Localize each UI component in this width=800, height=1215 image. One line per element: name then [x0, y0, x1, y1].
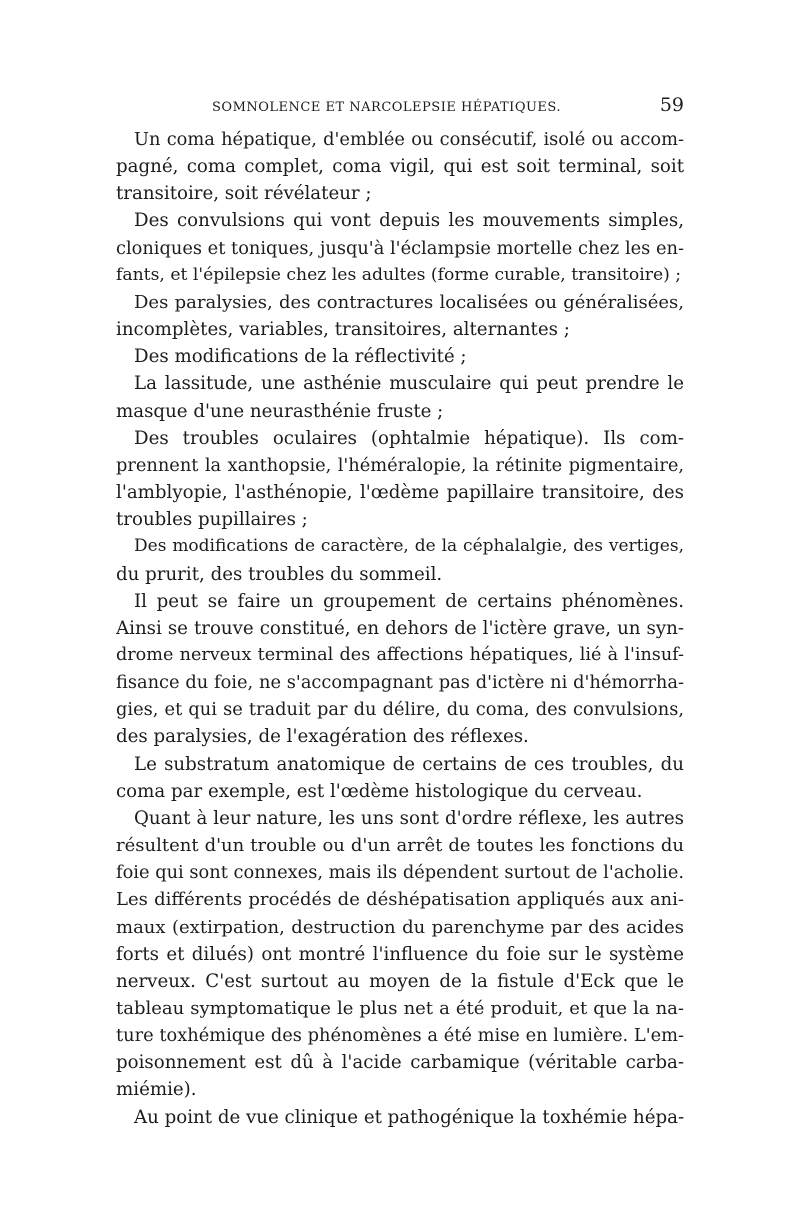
text-line: troubles pupillaires ; [116, 509, 308, 531]
running-title: SOMNOLENCE ET NARCOLEPSIE HÉPATIQUES. [212, 100, 561, 115]
paragraph [116, 370, 684, 424]
text-line: gies, et qui se traduit par du délire, du coma, des convulsions, [116, 699, 684, 721]
text-line: Ainsi se trouve constitué, en dehors de l'ictère grave, un syn- [116, 617, 684, 639]
text-line: des paralysies, de l'exagération des réflexes. [116, 726, 529, 748]
text-line: Des paralysies, des contractures localisées ou généralisées, [134, 291, 684, 313]
paragraph [116, 588, 684, 751]
paragraph [116, 425, 684, 534]
text-line: pagné, coma complet, coma vigil, qui est soit terminal, soit [116, 156, 684, 178]
paragraph [116, 805, 684, 1104]
text-line: prennent la xanthopsie, l'héméralopie, la rétinite pigmentaire, [116, 454, 684, 476]
text-line: cloniques et toniques, jusqu'à l'éclampsie mortelle chez les en- [116, 237, 684, 259]
text-line: Un coma hépatique, d'emblée ou consécutif, isolé ou accom- [134, 129, 684, 150]
text-line: fants, et l'épilepsie chez les adultes (forme curable, transitoire) ; [116, 264, 682, 285]
text-line: maux (extirpation, destruction du parenchyme par des acides [116, 916, 684, 938]
paragraph [116, 207, 684, 288]
running-head [116, 94, 684, 126]
paragraph [116, 343, 684, 370]
text-line: forts et dilués) ont montré l'influence du foie sur le système [116, 943, 684, 965]
text-line: Le substratum anatomique de certains de ces troubles, du [134, 753, 684, 775]
paragraph [116, 1104, 684, 1131]
text-line: coma par exemple, est l'œdème histologique du cerveau. [116, 780, 643, 802]
text-line: foie qui sont connexes, mais ils dépendent surtout de l'acholie. [116, 862, 684, 884]
text-line: incomplètes, variables, transitoires, alternantes ; [116, 319, 570, 341]
text-line: Quant à leur nature, les uns sont d'ordre réflexe, les autres [134, 807, 684, 829]
body-text [116, 126, 684, 1131]
text-line: drome nerveux terminal des affections hépatiques, lié à l'insuf- [116, 644, 684, 665]
text-line: Au point de vue clinique et pathogénique la toxhémie hépa- [134, 1106, 684, 1128]
text-line: Des modifications de caractère, de la céphalalgie, des vertiges, [134, 536, 684, 557]
text-line: fisance du foie, ne s'accompagnant pas d'ictère ni d'hémorrha- [116, 672, 684, 694]
text-line: Il peut se faire un groupement de certains phénomènes. [134, 590, 684, 612]
text-line: miémie). [116, 1079, 197, 1101]
page-number: 59 [659, 94, 684, 116]
paragraph [116, 751, 684, 805]
paragraph [116, 126, 684, 207]
book-page [116, 94, 684, 1194]
text-line: tableau symptomatique le plus net a été produit, et que la na- [116, 998, 684, 1019]
text-line: Des troubles oculaires (ophtalmie hépatique). Ils com- [134, 427, 684, 449]
text-line: l'amblyopie, l'asthénopie, l'œdème papillaire transitoire, des [116, 482, 684, 504]
text-line: du prurit, des troubles du sommeil. [116, 563, 443, 585]
text-line: Des convulsions qui vont depuis les mouvements simples, [134, 210, 684, 232]
text-line: La lassitude, une asthénie musculaire qui peut prendre le [134, 373, 684, 395]
text-line: Des modifications de la réflectivité ; [134, 346, 467, 368]
paragraph [116, 533, 684, 587]
text-line: transitoire, soit révélateur ; [116, 183, 372, 205]
text-line: résultent d'un trouble ou d'un arrêt de toutes les fonctions du [116, 835, 684, 857]
text-line: masque d'une neurasthénie fruste ; [116, 400, 444, 422]
text-line: poisonnement est dû à l'acide carbamique (véritable carba- [116, 1052, 684, 1074]
paragraph [116, 289, 684, 343]
text-line: nerveux. C'est surtout au moyen de la fistule d'Eck que le [116, 970, 684, 992]
text-line: ture toxhémique des phénomènes a été mise en lumière. L'em- [116, 1025, 684, 1047]
text-line: Les différents procédés de déshépatisation appliqués aux ani- [116, 889, 684, 911]
